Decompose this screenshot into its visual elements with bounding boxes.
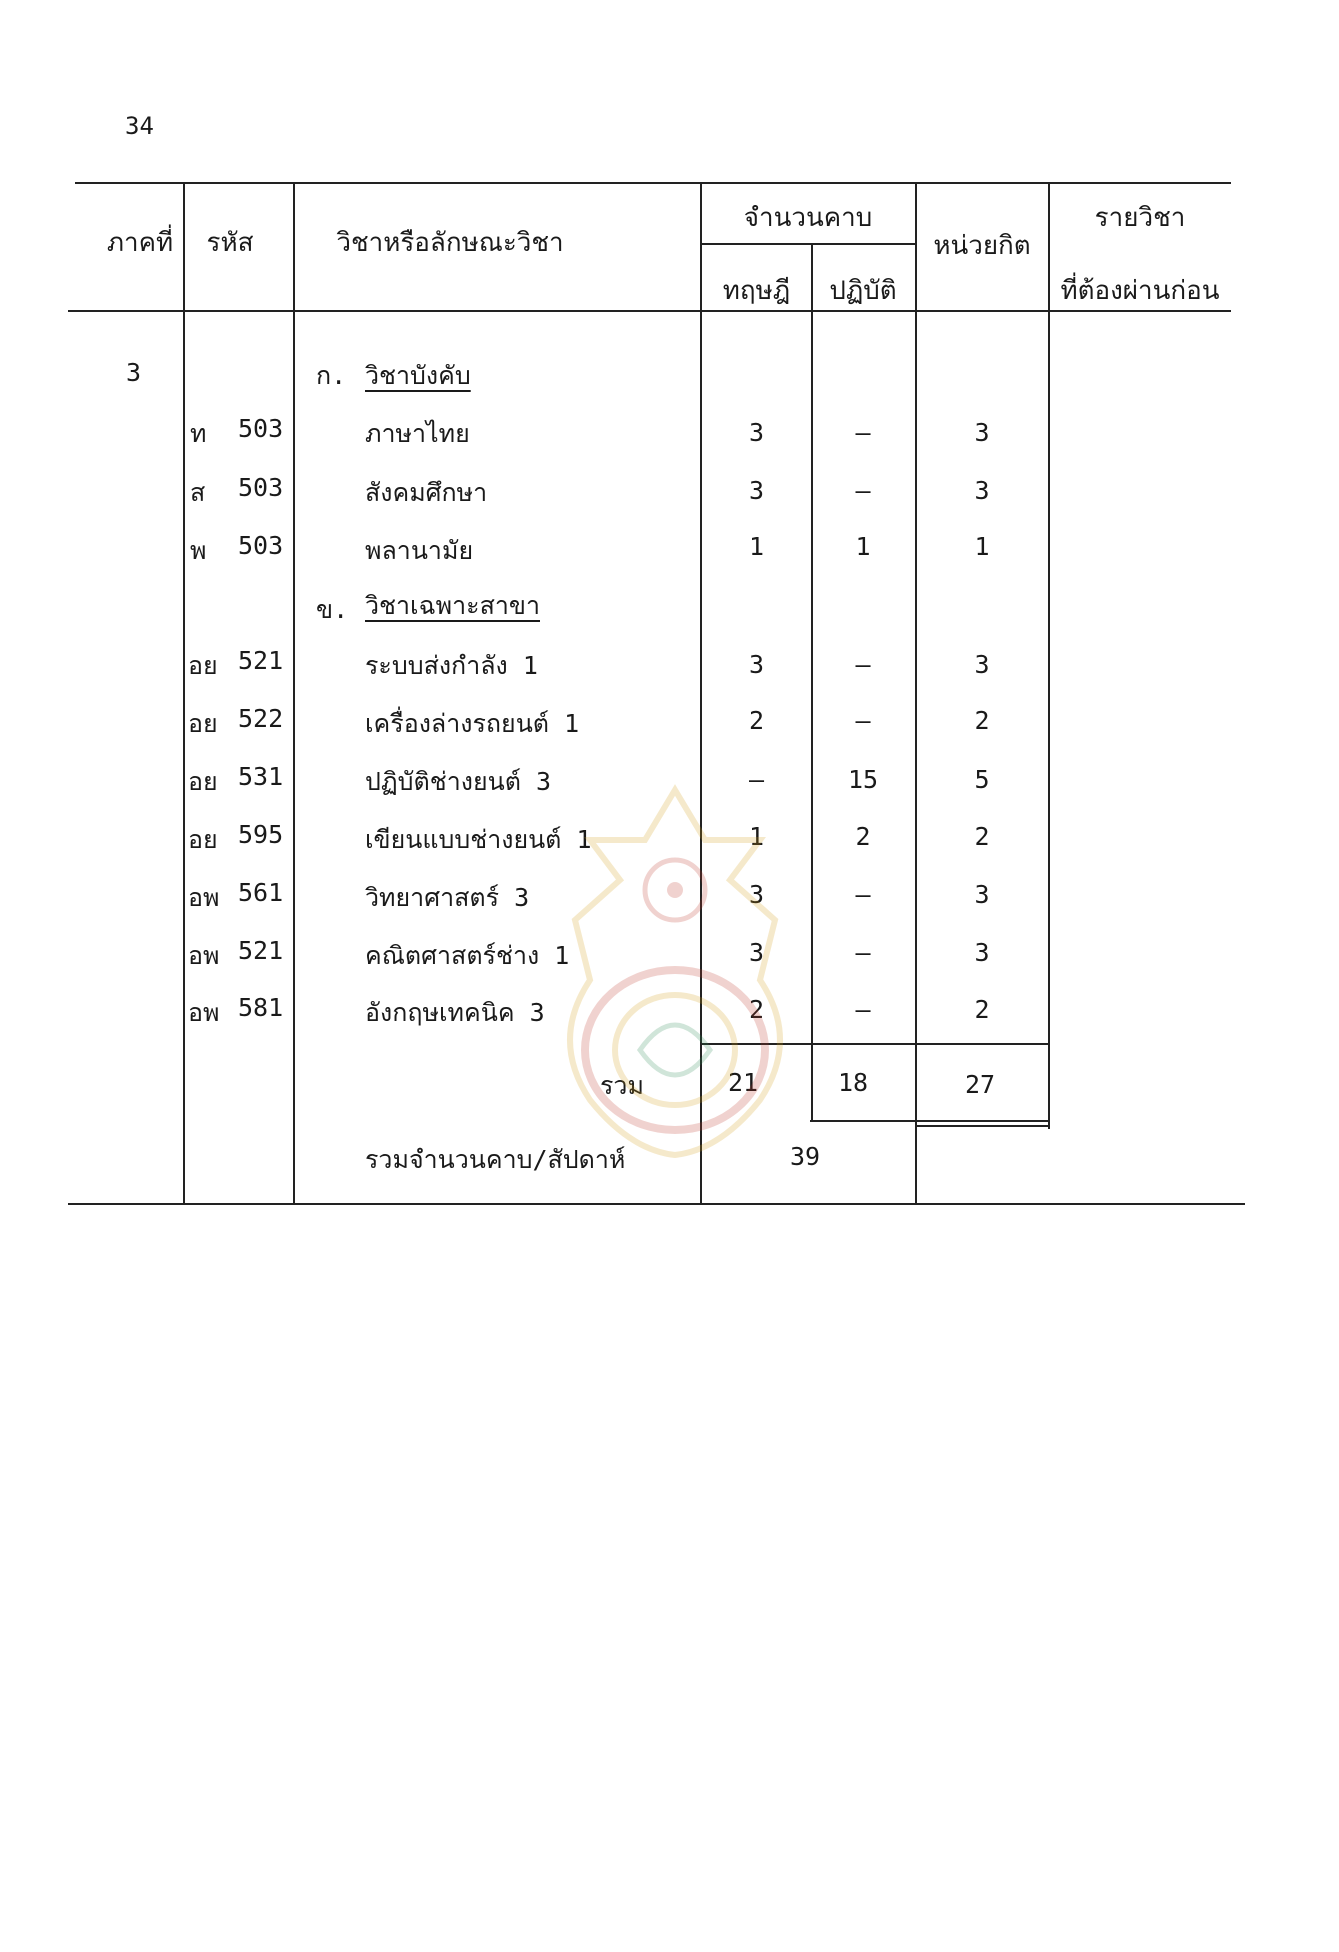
total-label: รวม <box>600 1071 644 1100</box>
course-credits: 5 <box>974 765 990 794</box>
course-name: อังกฤษเทคนิค 3 <box>365 998 545 1027</box>
course-theory: 1 <box>748 822 765 851</box>
course-number: 521 <box>238 936 284 965</box>
course-practice: – <box>855 880 871 909</box>
course-credits: 2 <box>974 995 990 1024</box>
seal-watermark-icon <box>530 780 820 1160</box>
course-credits: 3 <box>974 938 990 967</box>
course-name: พลานามัย <box>365 536 474 565</box>
course-theory: – <box>748 765 765 794</box>
course-name: เขียนแบบช่างยนต์ 1 <box>365 825 592 854</box>
course-credits: 2 <box>974 706 990 735</box>
header-periods: จำนวนคาบ <box>743 203 873 233</box>
course-prefix: อย <box>188 709 218 738</box>
header-semester: ภาคที่ <box>106 228 174 258</box>
course-credits: 3 <box>974 650 990 679</box>
course-number: 521 <box>238 646 284 675</box>
course-practice: 1 <box>855 532 871 561</box>
table-top-rule <box>75 182 1231 184</box>
course-prefix: อพ <box>188 941 220 970</box>
col-rule-5 <box>915 182 917 1203</box>
course-theory: 3 <box>748 476 765 505</box>
course-practice: 2 <box>855 822 871 851</box>
course-number: 503 <box>238 414 284 443</box>
course-name: เครื่องล่างรถยนต์ 1 <box>365 709 580 738</box>
course-name: ปฏิบัติช่างยนต์ 3 <box>365 767 552 796</box>
course-credits: 2 <box>974 822 990 851</box>
page-number: 34 <box>125 112 154 140</box>
course-prefix: พ <box>190 536 207 565</box>
header-prereq-line2: ที่ต้องผ่านก่อน <box>1060 276 1220 306</box>
total-bottom-rule-double <box>915 1125 1048 1127</box>
table-bottom-rule <box>68 1203 1245 1205</box>
total-credits: 27 <box>964 1070 996 1099</box>
header-code: รหัส <box>206 228 254 258</box>
section-b-title: วิชาเฉพาะสาขา <box>365 591 540 620</box>
course-name: วิทยาศาสตร์ 3 <box>365 883 530 912</box>
weekly-total-value: 39 <box>789 1142 821 1171</box>
course-theory: 3 <box>748 650 765 679</box>
course-prefix: อพ <box>188 998 220 1027</box>
course-credits: 3 <box>974 880 990 909</box>
course-theory: 3 <box>748 418 765 447</box>
course-prefix: อย <box>188 767 218 796</box>
total-practice: 18 <box>837 1068 869 1097</box>
course-practice: – <box>855 650 871 679</box>
course-number: 561 <box>238 878 284 907</box>
course-theory: 2 <box>748 995 765 1024</box>
course-practice: – <box>855 995 871 1024</box>
header-practice: ปฏิบัติ <box>829 276 897 306</box>
course-practice: – <box>855 706 871 735</box>
course-theory: 2 <box>748 706 765 735</box>
section-b-letter: ข. <box>316 595 349 624</box>
course-number: 531 <box>238 762 284 791</box>
course-practice: – <box>855 476 871 505</box>
course-prefix: ท <box>190 419 207 448</box>
course-prefix: อย <box>188 651 218 680</box>
section-a-title: วิชาบังคับ <box>365 361 471 390</box>
course-theory: 1 <box>748 532 765 561</box>
periods-divider-rule <box>700 243 915 245</box>
total-theory: 21 <box>727 1068 759 1097</box>
course-theory: 3 <box>748 880 765 909</box>
weekly-total-label: รวมจำนวนคาบ/สัปดาห์ <box>365 1145 626 1174</box>
header-credits: หน่วยกิต <box>933 231 1031 261</box>
col-rule-1 <box>183 182 185 1203</box>
course-name: ภาษาไทย <box>365 419 470 448</box>
col-rule-2 <box>293 182 295 1203</box>
course-theory: 3 <box>748 938 765 967</box>
course-practice: 15 <box>847 765 879 794</box>
course-name: ระบบส่งกำลัง 1 <box>365 651 538 680</box>
course-number: 581 <box>238 993 284 1022</box>
header-theory: ทฤษฎี <box>722 276 791 306</box>
semester-value: 3 <box>126 358 142 387</box>
course-practice: – <box>855 938 871 967</box>
course-number: 595 <box>238 820 284 849</box>
header-subject: วิชาหรือลักษณะวิชา <box>336 228 564 258</box>
course-number: 522 <box>238 704 284 733</box>
course-number: 503 <box>238 531 284 560</box>
course-credits: 1 <box>974 532 990 561</box>
section-a-letter: ก. <box>316 361 347 390</box>
course-name: คณิตศาสตร์ช่าง 1 <box>365 941 570 970</box>
header-prereq-line1: รายวิชา <box>1094 203 1186 233</box>
total-bottom-rule <box>810 1120 1048 1122</box>
course-credits: 3 <box>974 418 990 447</box>
course-prefix: อย <box>188 825 218 854</box>
course-credits: 3 <box>974 476 990 505</box>
course-prefix: ส <box>190 478 206 507</box>
course-prefix: อพ <box>188 883 220 912</box>
col-rule-6 <box>1048 182 1050 1129</box>
course-name: สังคมศึกษา <box>365 478 488 507</box>
course-number: 503 <box>238 473 284 502</box>
course-practice: – <box>855 418 871 447</box>
